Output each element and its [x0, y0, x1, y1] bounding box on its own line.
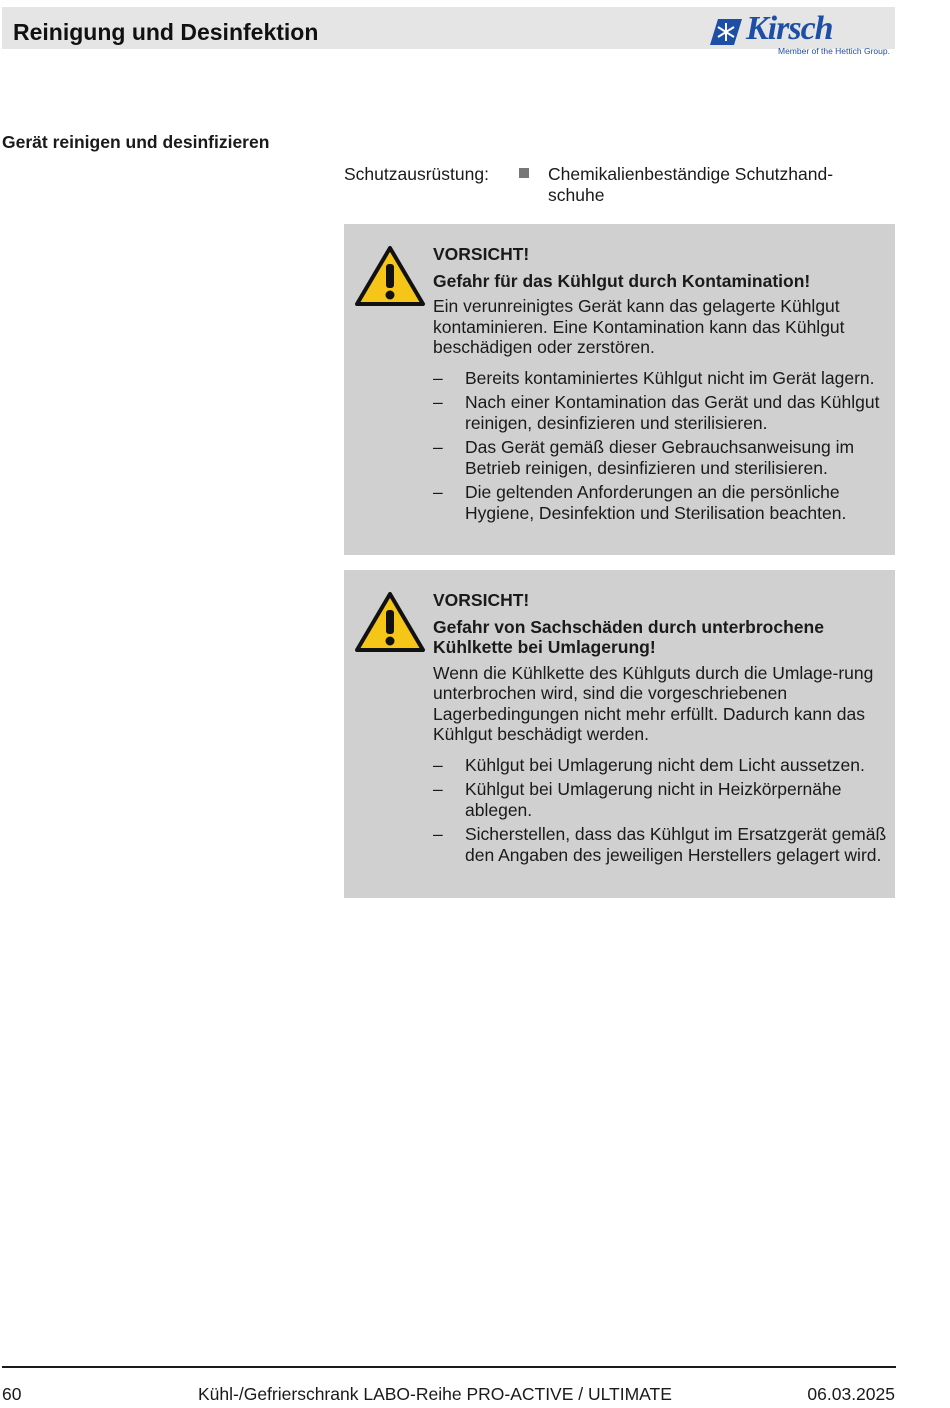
list-item	[433, 368, 893, 389]
page-header	[2, 7, 895, 56]
section-title: Gerät reinigen und desinfizieren	[2, 132, 270, 152]
list-item	[433, 779, 893, 820]
warning-content	[433, 590, 893, 869]
footer-date: 06.03.2025	[807, 1384, 895, 1404]
warning-box-contamination	[344, 224, 895, 555]
brand-tagline: Member of the Hettich Group.	[778, 46, 890, 56]
footer-page-number: 60	[2, 1384, 22, 1404]
warning-description: Ein verunreinigtes Gerät kann das gelagerte Kühlgut kontaminieren. Eine Kontamination kann das Kühlgut beschädigen oder zerstören.	[433, 296, 845, 357]
list-marker: –	[433, 437, 443, 457]
warning-content	[433, 244, 893, 527]
list-item-text: Sicherstellen, dass das Kühlgut im Ersatzgerät gemäß den Angaben des jeweiligen Herstellers gelagert wird.	[465, 824, 887, 865]
warning-signal-word: VORSICHT!	[433, 590, 530, 610]
snowflake-icon	[704, 17, 744, 47]
list-item	[433, 755, 893, 776]
warning-signal-word: VORSICHT!	[433, 244, 530, 264]
warning-triangle-icon	[354, 590, 426, 654]
list-item	[433, 824, 893, 865]
warning-box-cold-chain	[344, 570, 895, 898]
list-marker: –	[433, 367, 443, 388]
list-marker: –	[433, 824, 443, 844]
warning-hazard: Gefahr von Sachschäden durch unterbrochene Kühlkette bei Umlagerung!	[433, 616, 824, 657]
list-item	[433, 392, 893, 433]
equipment-label: Schutzausrüstung:	[344, 164, 489, 184]
list-item-text: Die geltenden Anforderungen an die persönliche Hygiene, Desinfektion und Sterilisation beachten.	[465, 482, 847, 523]
list-marker: –	[433, 392, 443, 412]
list-item-text: Das Gerät gemäß dieser Gebrauchsanweisung im Betrieb reinigen, desinfizieren und sterilisieren.	[465, 437, 855, 478]
brand-logo	[704, 10, 892, 56]
page-header-title: Reinigung und Desinfektion	[13, 19, 319, 45]
equipment-bullet	[519, 168, 529, 178]
warning-measures-list	[433, 368, 893, 524]
list-marker: –	[433, 754, 443, 775]
list-marker: –	[433, 779, 443, 799]
list-item-text: Bereits kontaminiertes Kühlgut nicht im Gerät lagern.	[465, 367, 875, 388]
list-item-text: Nach einer Kontamination das Gerät und das Kühlgut reinigen, desinfizieren und sterilisieren.	[465, 392, 880, 433]
footer-divider	[2, 1366, 896, 1368]
brand-name: Kirsch	[746, 10, 833, 47]
footer-document-title: Kühl-/Gefrierschrank LABO-Reihe PRO-ACTIVE / ULTIMATE	[198, 1384, 672, 1404]
list-item-text: Kühlgut bei Umlagerung nicht in Heizkörpernähe ablegen.	[465, 779, 842, 820]
list-item	[433, 482, 893, 523]
warning-measures-list	[433, 755, 893, 866]
warning-hazard: Gefahr für das Kühlgut durch Kontamination!	[433, 270, 811, 291]
list-item-text: Kühlgut bei Umlagerung nicht dem Licht aussetzen.	[465, 754, 865, 775]
warning-description: Wenn die Kühlkette des Kühlguts durch die Umlage-rung unterbrochen wird, sind die vorgeschriebenen Lagerbedingungen nicht mehr erfüllt. Dadurch kann das Kühlgut beschädigt werden.	[433, 662, 874, 744]
list-item	[433, 437, 893, 478]
equipment-value: Chemikalienbeständige Schutzhand-schuhe	[548, 164, 834, 205]
warning-triangle-icon	[354, 244, 426, 308]
list-marker: –	[433, 482, 443, 502]
